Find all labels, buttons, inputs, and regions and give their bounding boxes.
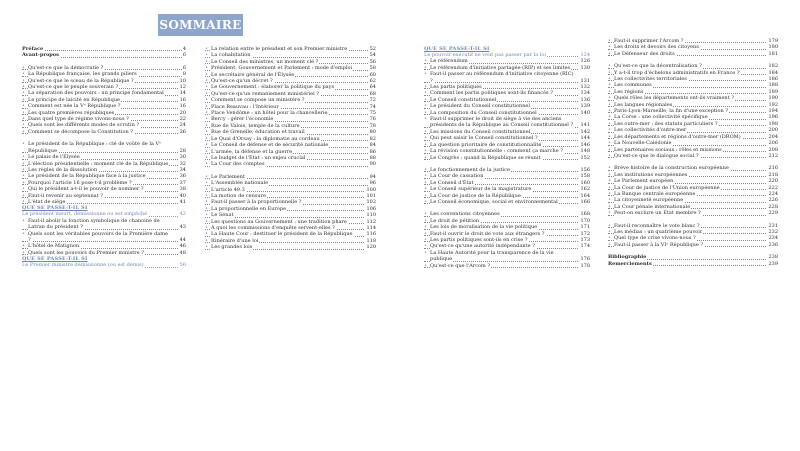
toc-entry-title: Les partis politiques sont-ils en crise ?	[430, 236, 528, 243]
toc-page-number: 192	[768, 101, 778, 108]
toc-page-number: 198	[768, 120, 778, 127]
toc-page-number: 146	[580, 141, 590, 148]
toc-entry-title: Brève histoire de la construction européenne	[614, 165, 729, 172]
toc-page-number: 75	[369, 110, 376, 117]
toc-entry-title: Itinéraire d'une loi	[211, 237, 259, 244]
toc-entry[interactable]	[22, 231, 186, 244]
toc-entry[interactable]	[608, 153, 778, 159]
toc-entry-title: Qu'est-ce qu'un décret ?	[211, 78, 273, 85]
toc-page-number: 94	[369, 173, 376, 180]
toc-entry-title: Le Conseil d'État	[430, 179, 474, 186]
toc-entry-title: Peut-on exclure un État membre ?	[614, 210, 701, 217]
toc-entry-title: Le Parlement	[211, 173, 245, 180]
toc-entry-title: L'armée, la défense et la guerre	[211, 148, 293, 155]
toc-page-number: 168	[580, 211, 590, 218]
toc-page-number: 30	[179, 154, 186, 161]
toc-entry-title: Les régions	[614, 88, 644, 95]
toc-page-number: 141	[580, 122, 590, 129]
dot-leader	[424, 82, 590, 83]
toc-entry-title: Le Conseil de défense et de sécurité nationale	[211, 142, 329, 149]
toc-entry-title: Le pouvoir exécutif ne veut pas passer par la loi	[424, 52, 547, 58]
toc-page-number: 188	[768, 82, 778, 89]
toc-page-number: 130	[580, 64, 590, 71]
toc-page-number: 182	[768, 63, 778, 70]
toc-entry-title: Qu'est-ce que la décentralisation ?	[614, 63, 702, 70]
toc-entry-title: Le droit de pétition	[430, 217, 480, 224]
toc-entry-title: Le Congrès : quand la République se réunit	[430, 154, 541, 161]
toc-entry-title: Le Quai d'Orsay : la diplomatie au cordeau	[211, 135, 320, 142]
toc-page-number: 60	[369, 71, 376, 78]
toc-entry-title: La cohabitation	[211, 52, 251, 59]
toc-page-number: 4	[182, 46, 186, 52]
toc-entry-title: Quels rôles les départements ont-ils vraiment ?	[614, 95, 734, 102]
toc-entry-title: Les collectivités territoriales	[614, 76, 687, 83]
toc-entry-title: Qu'est-ce qu'une autorité indépendante ?	[430, 243, 535, 250]
toc-entry-title: L'état de siège	[28, 198, 66, 205]
toc-entry[interactable]	[424, 250, 590, 263]
toc-entry-title: Comment se compose un ministère ?	[211, 97, 305, 104]
toc-entry-title: Rue de Valois, temple de la culture	[211, 122, 300, 129]
toc-entry-title: Les grandes lois	[211, 244, 253, 251]
section-entry[interactable]	[22, 262, 186, 268]
toc-entry-title: La Cour pénale internationale	[614, 203, 691, 210]
toc-entry[interactable]	[424, 71, 590, 84]
toc-page-number: 90	[369, 161, 376, 168]
toc-page-number: 239	[768, 260, 778, 267]
toc-page-number: 224	[768, 190, 778, 197]
toc-entry-title: À quoi les commissions d'enquête servent-elles ?	[211, 224, 335, 231]
toc-entry-title: Faut-il supprimer le droit de siège à vie des anciens présidents de la République au Conseil constitutionnel ?	[430, 116, 574, 129]
toc-entry[interactable]	[22, 199, 186, 205]
toc-page-number: 46	[179, 243, 186, 250]
toc-entry-title: Le référendum d'initiative partagée (RIP) et ses limites	[430, 64, 571, 71]
toc-entry-title: La proportionnelle en Europe	[211, 205, 287, 212]
toc-page-number: 56	[369, 58, 376, 65]
toc-page-number: 190	[768, 95, 778, 102]
toc-page-number: 126	[580, 58, 590, 65]
toc-entry-title: Le Premier ministre démissionne (ou est démis)	[22, 262, 144, 269]
toc-entry-title: Les communes	[614, 82, 652, 89]
toc-page-number: 156	[580, 166, 590, 173]
toc-column-1	[22, 46, 186, 269]
section-heading: QUE SE PASSE-T-IL SI	[22, 256, 88, 263]
toc-page-number: 179	[768, 38, 778, 44]
toc-page-number: 180	[768, 44, 778, 51]
toc-entry-title: Qu'est-ce que le sceau de la République ?	[28, 77, 134, 84]
toc-entry-title: Le secrétaire général de l'Élysée	[211, 71, 295, 78]
toc-page-number: 176	[580, 256, 590, 263]
toc-entry-title: Les droits et devoirs des citoyens	[614, 44, 699, 51]
toc-entry-title: Le Parlement européen	[614, 178, 674, 185]
toc-page-number: 196	[768, 114, 778, 121]
toc-entry[interactable]	[424, 155, 590, 161]
toc-page-number: 38	[179, 186, 186, 193]
toc-page-number: 37	[179, 179, 186, 186]
toc-entry-title: Les départements et régions d'outre-mer (DROM)	[614, 133, 741, 140]
toc-page-number: 116	[366, 231, 376, 238]
toc-page-number: 216	[768, 165, 778, 172]
toc-page-number: 6	[182, 64, 186, 71]
toc-page-number: 226	[768, 197, 778, 204]
toc-entry-title: Les questions au Gouvernement : une tradition phare	[211, 218, 347, 225]
toc-page-number: 124	[580, 52, 590, 58]
toc-entry-title: Bibliographie	[608, 254, 647, 261]
toc-page-number: 28	[179, 147, 186, 154]
toc-entry-title: La motion de censure	[211, 192, 266, 199]
toc-entry[interactable]	[22, 129, 186, 135]
toc-page-number: 14	[179, 90, 186, 97]
toc-entry-title: Place Vendôme : un hôtel pour la chancellerie	[211, 110, 328, 117]
toc-entry-title: Bercy : gérer l'économie	[211, 116, 274, 123]
toc-entry[interactable]	[424, 199, 590, 205]
toc-entry-title: Faut-il passer au référendum d'initiative citoyenne (RIC) ?	[430, 71, 574, 84]
toc-page-number: 166	[580, 198, 590, 205]
toc-entry-title: Qu'est-ce qu'un remaniement ministériel ?	[211, 90, 319, 97]
toc-entry-title: Préface	[22, 46, 44, 52]
toc-entry-title: Pourquoi l'article 16 pose-t-il problème ?	[28, 179, 132, 186]
toc-page-number: 24	[179, 122, 186, 129]
toc-entry-title: La Nouvelle-Calédonie	[614, 140, 672, 147]
toc-page-number: 194	[768, 108, 778, 115]
toc-entry-title: Le référendum	[430, 58, 468, 65]
toc-entry-title: Avant-propos	[22, 52, 59, 59]
toc-entry-title: Le Défenseur des droits	[614, 50, 675, 57]
toc-page-number: 170	[580, 217, 590, 224]
toc-page-number: 88	[369, 154, 376, 161]
toc-entry[interactable]	[205, 161, 376, 167]
toc-page-number: 164	[580, 192, 590, 199]
toc-page-number: 80	[369, 129, 376, 136]
toc-entry-title: Quel type de crise vivons-nous ?	[614, 235, 696, 242]
toc-entry[interactable]	[205, 244, 376, 250]
toc-entry[interactable]	[205, 65, 376, 71]
toc-page-number: 112	[366, 218, 376, 225]
toc-page-number: 20	[179, 109, 186, 116]
toc-entry-title: Les médias : un quatrième pouvoir	[614, 228, 703, 235]
toc-page-number: 200	[768, 127, 778, 134]
toc-entry-title: Comment est née la Vᵉ République ?	[28, 103, 121, 110]
toc-page-number: 172	[580, 230, 590, 237]
toc-page-number: 204	[768, 133, 778, 140]
toc-entry[interactable]	[424, 263, 590, 269]
toc-page-number: 132	[580, 84, 590, 91]
toc-page-number: 152	[580, 154, 590, 161]
toc-entry-title: La Cour de cassation	[430, 173, 484, 180]
toc-page-number: 34	[179, 166, 186, 173]
toc-entry[interactable]	[22, 218, 186, 231]
toc-page-number: 158	[580, 173, 590, 180]
toc-entry-title: Les règles de la dissolution	[28, 166, 98, 173]
toc-page-number: 102	[366, 199, 376, 206]
toc-page-number: 48	[179, 249, 186, 256]
toc-page-number: 171	[580, 224, 590, 231]
toc-entry-title: Qui le président a-t-il le pouvoir de nommer ?	[28, 186, 144, 193]
toc-page-number: 68	[369, 90, 376, 97]
toc-entry-title: Le palais de l'Élysée	[28, 154, 80, 161]
toc-entry-title: Le fonctionnement de la justice	[430, 166, 510, 173]
toc-page-number: 32	[179, 160, 186, 167]
toc-page-number: 12	[179, 84, 186, 91]
toc-page-number: 181	[768, 50, 778, 57]
toc-entry-title: Le Conseil des ministres, un moment clé ?	[211, 58, 319, 65]
toc-entry[interactable]	[22, 141, 186, 154]
toc-column-2	[205, 46, 376, 251]
toc-entry-title: La relation entre le président et son Premier ministre	[211, 46, 348, 52]
toc-page-number: 178	[580, 262, 590, 269]
toc-entry-title: Les partenaires sociaux : rôles et missions	[614, 146, 722, 153]
toc-entry-title: Les outre-mer : des statuts particuliers ?	[614, 120, 718, 127]
toc-page-number: 58	[369, 65, 376, 72]
toc-page-number: 220	[768, 178, 778, 185]
toc-page-number: 114	[366, 224, 376, 231]
toc-page-number: 62	[369, 78, 376, 85]
toc-page-number: 100	[366, 186, 376, 193]
toc-entry-title: Le président de la République face à la justice	[28, 173, 146, 180]
toc-page-number: 208	[768, 146, 778, 153]
toc-page-number: 6	[182, 52, 186, 59]
toc-entry-title: Faut-il abolir la fonction symbolique de chanoine de Latran du président ?	[28, 217, 160, 231]
toc-entry[interactable]	[608, 210, 778, 216]
toc-page-number: 236	[768, 241, 778, 248]
toc-entry-title: La citoyenneté européenne	[614, 197, 684, 204]
toc-entry-title: L'Assemblée nationale	[211, 180, 269, 187]
toc-entry-title: Faut-il reconnaître le vote blanc ?	[614, 222, 700, 229]
toc-entry-title: La Corse : une collectivité spécifique	[614, 114, 708, 121]
toc-page-number: 16	[179, 96, 186, 103]
toc-entry-title: Place Beauvau : l'Intérieur	[211, 103, 279, 110]
toc-entry-title: Le Conseil supérieur de la magistrature	[430, 186, 532, 193]
toc-entry-title: Qu'est-ce que le dialogue social ?	[614, 152, 699, 159]
toc-entry-title: Comment se décompose la Constitution ?	[28, 128, 133, 135]
toc-page-number: 184	[768, 69, 778, 76]
toc-page-number: 96	[369, 180, 376, 187]
toc-entry[interactable]	[424, 116, 590, 129]
toc-entry-title: Quels sont les différents modes de scrutin ?	[28, 122, 140, 129]
toc-entry-title: La Cour des comptes	[211, 161, 265, 168]
toc-page-number: 118	[366, 237, 376, 244]
toc-entry[interactable]	[608, 242, 778, 248]
toc-page-number: 54	[369, 52, 376, 59]
toc-page-number: 142	[580, 128, 590, 135]
toc-entry-title: L'élection présidentielle : moment clé de la République	[28, 160, 169, 167]
toc-page-number: 218	[768, 171, 778, 178]
toc-entry-title: Le Sénat	[211, 212, 234, 219]
toc-entry-title: La Haute Autorité pour la transparence de la vie publique	[430, 249, 554, 263]
toc-entry-title: Les lois de moralisation de la vie politique	[430, 224, 538, 231]
toc-entry-title: Faut-il ouvrir le droit de vote aux étrangers ?	[430, 230, 545, 237]
toc-page-number: 148	[580, 148, 590, 155]
toc-entry[interactable]	[608, 261, 778, 267]
toc-page-number: 131	[580, 77, 590, 84]
toc-entry-title: Les langues régionales	[614, 101, 673, 108]
toc-entry-title: La séparation des pouvoirs : un principe fondamental	[28, 90, 164, 97]
toc-page-number: 120	[366, 244, 376, 251]
toc-page-number: 64	[369, 84, 376, 91]
toc-entry-title: La composition du Conseil constitutionnel	[430, 109, 537, 116]
toc-page-number: 232	[768, 228, 778, 235]
toc-page-number: 84	[369, 142, 376, 149]
toc-page-number: 173	[580, 236, 590, 243]
toc-entry-title: Qu'est-ce que l'Arcom ?	[430, 262, 491, 269]
toc-entry[interactable]	[22, 250, 186, 256]
toc-page-number: 162	[580, 186, 590, 193]
toc-page-number: 238	[768, 254, 778, 261]
toc-entry-title: Le président du Conseil constitutionnel	[430, 103, 530, 110]
toc-entry[interactable]	[22, 161, 186, 167]
toc-page-number: 212	[768, 152, 778, 159]
toc-page-number: 110	[366, 212, 376, 219]
toc-page-number: 41	[179, 198, 186, 205]
toc-entry-title: Président, Gouvernement et Parlement : mode d'emploi	[211, 65, 353, 72]
toc-page-number: 42	[179, 211, 186, 218]
toc-page-number: 50	[179, 262, 186, 269]
toc-page-number: 82	[369, 135, 376, 142]
toc-page-number: 76	[369, 116, 376, 123]
toc-column-4	[608, 38, 778, 267]
toc-page-number: 140	[580, 109, 590, 116]
toc-entry-title: Le président de la République : clé de voûte de la Vᵉ République	[28, 141, 162, 154]
toc-entry-title: Les collectivités d'outre-mer	[614, 127, 687, 134]
section-heading: QUE SE PASSE-T-IL SI	[424, 46, 490, 52]
toc-page-number: 234	[768, 235, 778, 242]
toc-page-number: 44	[179, 236, 186, 243]
toc-entry-title: Quels sont les véritables pouvoirs de la Première dame ?	[28, 230, 168, 243]
toc-entry-title: Qui peut saisir le Conseil constitutionnel ?	[430, 135, 538, 142]
toc-page-number: 43	[179, 224, 186, 231]
toc-entry-title: La Banque centrale européenne	[614, 190, 696, 197]
toc-column-3	[424, 46, 590, 269]
toc-entry-title: Qu'est-ce que la démocratie ?	[28, 64, 104, 71]
toc-page-number: 144	[580, 135, 590, 142]
toc-entry-title: Les institutions européennes	[614, 171, 688, 178]
toc-entry-title: Comment les partis politiques sont-ils financés ?	[430, 90, 553, 97]
toc-entry-title: La Cour de justice de la République	[430, 192, 521, 199]
toc-page-number: 74	[369, 103, 376, 110]
toc-page-number: 26	[179, 128, 186, 135]
toc-page-number: 40	[179, 192, 186, 199]
toc-page-number: 134	[580, 90, 590, 97]
toc-entry-title: La République française, les grands piliers	[28, 71, 137, 78]
toc-page-number: 222	[768, 184, 778, 191]
toc-page-number: 106	[366, 205, 376, 212]
toc-entry-title: Le principe de laïcité en République	[28, 96, 121, 103]
toc-entry[interactable]	[608, 51, 778, 57]
toc-entry-title: Faut-il passer à la VIᵉ République ?	[614, 241, 704, 248]
toc-entry-title: Le budget de l'État : un enjeu crucial	[211, 154, 306, 161]
toc-entry-title: Quels sont les pouvoirs du Premier ministre ?	[28, 249, 144, 256]
section-heading: QUE SE PASSE-T-IL SI	[22, 205, 88, 212]
toc-entry-title: L'article 49.3	[211, 186, 245, 193]
toc-page-number: 229	[768, 210, 778, 217]
toc-page-number: 160	[580, 179, 590, 186]
toc-entry-title: Les quatre premières républiques	[28, 109, 115, 116]
toc-entry-title: La Cour de justice de l'Union européenne	[614, 184, 720, 191]
toc-page-number: 136	[580, 96, 590, 103]
toc-page-number: 16	[179, 103, 186, 110]
toc-page-number: 52	[369, 46, 376, 52]
toc-entry-title: Y a-t-il trop d'échelons administratifs en France ?	[614, 69, 740, 76]
toc-page-number: 8	[182, 71, 186, 78]
toc-entry[interactable]	[22, 52, 186, 58]
toc-entry-title: La question prioritaire de constitutionnalité	[430, 141, 542, 148]
toc-entry-title: La Haute Cour : destituer le président de la République	[211, 231, 353, 238]
toc-entry-title: Dans quel type de régime vivons-nous ?	[28, 116, 129, 123]
toc-page-number: 72	[369, 97, 376, 104]
toc-page-number: 22	[179, 116, 186, 123]
toc-page-number: 186	[768, 76, 778, 83]
toc-entry-title: Faut-il supprimer l'Arcom ?	[614, 38, 684, 44]
toc-entry-title: La révision constitutionnelle : comment ça marche ?	[430, 148, 563, 155]
page-title: SOMMAIRE	[158, 14, 243, 36]
toc-page-number: 36	[179, 173, 186, 180]
toc-entry-title: Rue de Grenelle, éducation et travail	[211, 129, 305, 136]
toc-entry-title: Le Conseil économique, social et environnemental	[430, 198, 558, 205]
toc-entry-title: Les missions du Conseil constitutionnel	[430, 128, 531, 135]
toc-entry-title: Le président meurt, démissionne ou est empêché	[22, 211, 148, 218]
toc-entry-title: Paris-Lyon-Marseille, la fin d'une exception ?	[614, 108, 729, 115]
toc-entry-title: Le Gouvernement : élaborer la politique du pays	[211, 84, 335, 91]
toc-entry-title: Les conventions citoyennes	[430, 211, 500, 218]
toc-entry-title: Faut-il passer à la proportionnelle ?	[211, 199, 302, 206]
toc-entry-title: Remerciements	[608, 260, 652, 267]
toc-entry-title: Les partis politiques	[430, 84, 482, 91]
toc-entry-title: L'hôtel de Matignon	[28, 243, 80, 250]
toc-page-number: 10	[179, 77, 186, 84]
toc-page-number: 228	[768, 203, 778, 210]
toc-entry[interactable]	[205, 231, 376, 237]
toc-page-number: 86	[369, 148, 376, 155]
toc-page-number: 101	[366, 192, 376, 199]
toc-page-number: 174	[580, 243, 590, 250]
toc-entry-title: Qu'est-ce que le peuple souverain ?	[28, 84, 119, 91]
toc-page-number: 78	[369, 122, 376, 129]
toc-entry[interactable]	[22, 90, 186, 96]
toc-page-number: 189	[768, 88, 778, 95]
toc-entry-title: Le Conseil constitutionnel	[430, 96, 497, 103]
toc-page-number: 139	[580, 103, 590, 110]
toc-page-number: 206	[768, 140, 778, 147]
toc-page-number: 231	[768, 222, 778, 229]
toc-entry-title: Faut-il revenir au septennat ?	[28, 192, 103, 199]
